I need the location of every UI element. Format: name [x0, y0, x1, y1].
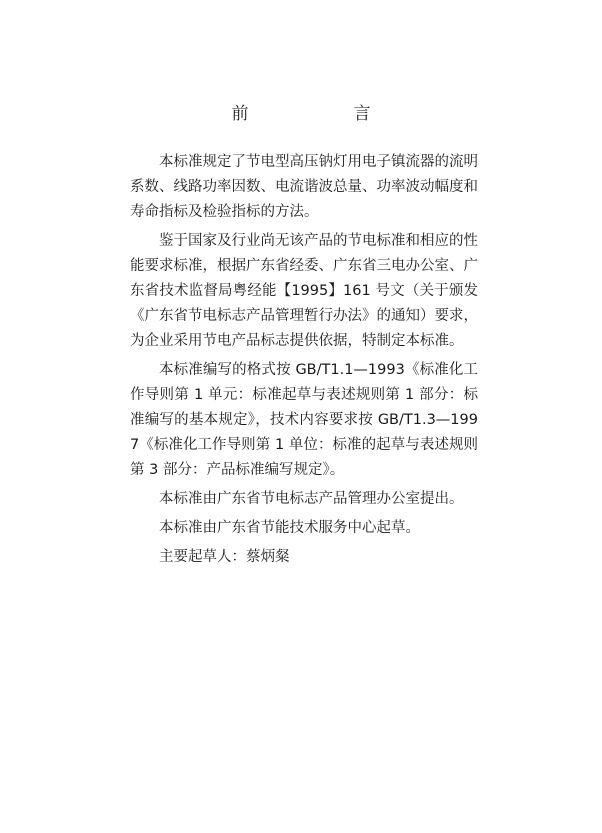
- document-body: [130, 150, 478, 570]
- page-title: 前 言: [231, 104, 415, 124]
- paragraph-basis: 鉴于国家及行业尚无该产品的节电标准和相应的性能要求标准，根据广东省经委、广东省三电办公室、广东省技术监督局粤经能【1995】161 号文（关于颁发《广东省节电标志产品管理暂行办法》的通知）要求，为企业采用节电产品标志提供依据，特制定本标准。: [130, 233, 478, 349]
- paragraph-format: 本标准编写的格式按 GB/T1.1—1993《标准化工作导则第 1 单元：标准起草与表述规则第 1 部分：标准编写的基本规定》，技术内容要求按 GB/T1.3—1997《标准化工作导则第 1 单位：标准的起草与表述规则第 3 部分：产品标准编写规定》。: [130, 362, 478, 478]
- paragraph-drafter: 本标准由广东省节能技术服务中心起草。: [159, 520, 420, 536]
- paragraph-proposer: 本标准由广东省节电标志产品管理办公室提出。: [159, 491, 464, 507]
- paragraph-scope: 本标准规定了节电型高压钠灯用电子镇流器的流明系数、线路功率因数、电流谐波总量、功率波动幅度和寿命指标及检验指标的方法。: [130, 154, 478, 220]
- paragraph-main-drafters: 主要起草人：蔡炳粲: [159, 549, 290, 565]
